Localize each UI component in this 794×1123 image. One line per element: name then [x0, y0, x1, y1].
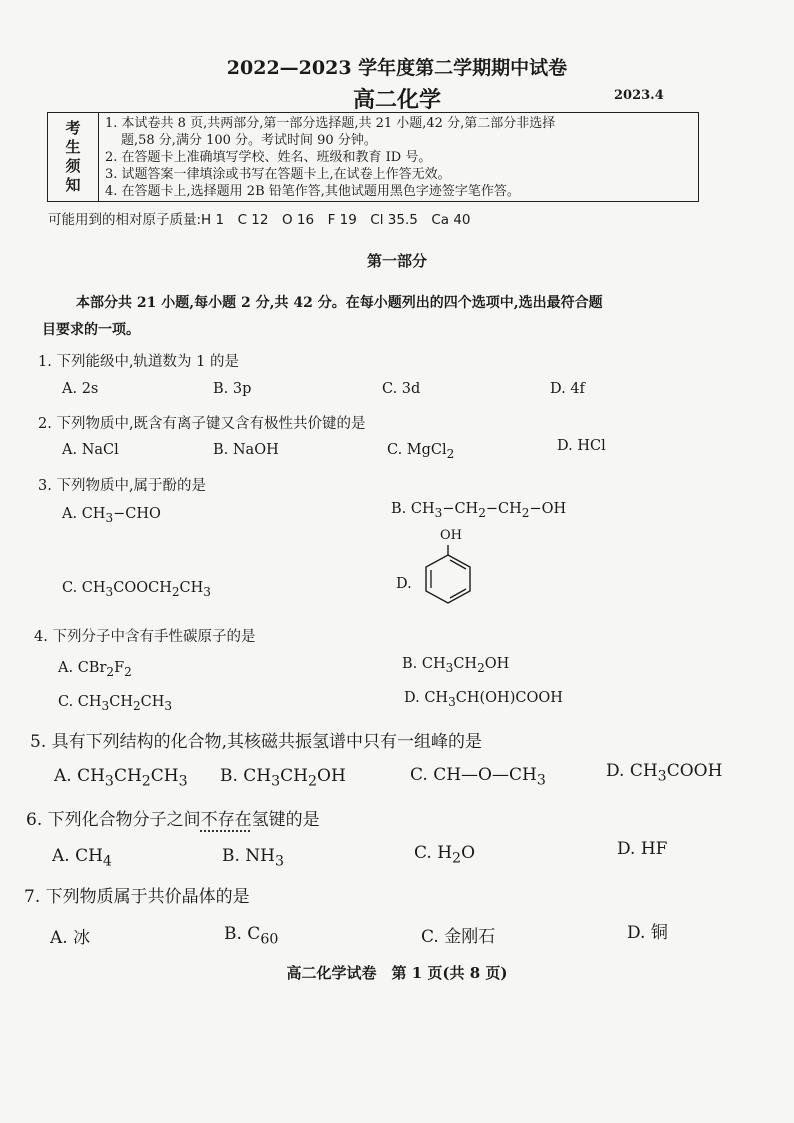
subject-title: 高二化学 [352, 87, 441, 113]
question-3-option-c: C. $CH_3COOCH_2CH_3$ [62, 580, 211, 599]
notice-body [99, 113, 698, 201]
notice-label: 考 生 须 知 [48, 113, 99, 201]
question-6-option-a: A. $CH_4$ [52, 846, 112, 870]
notice-item: 2. 在答题卡上准确填写学校、姓名、班级和教育 ID 号。 [105, 150, 432, 165]
question-2-option-a: A. NaCl [62, 442, 119, 458]
question-6-stem: 6. 下列化合物分子之间不存在氢键的是 [26, 810, 320, 830]
question-2-stem: 2. 下列物质中,既含有离子键又含有极性共价键的是 [38, 416, 366, 432]
question-6-option-c: C. $H_2O$ [414, 843, 475, 867]
question-4-option-a: A. $CBr_2F_2$ [58, 660, 132, 679]
question-7-option-c: C. 金刚石 [421, 927, 496, 947]
page-footer: 高二化学试卷 第 1 页(共 8 页) [286, 964, 508, 982]
notice-item: 题,58 分,满分 100 分。考试时间 90 分钟。 [121, 133, 377, 148]
question-2-option-c: C. MgCl$_2$ [387, 442, 455, 461]
question-4-stem: 4. 下列分子中含有手性碳原子的是 [34, 629, 256, 645]
question-2-option-b: B. NaOH [213, 442, 279, 458]
question-7-option-b: B. $C_{60}$ [224, 924, 279, 948]
question-3-stem: 3. 下列物质中,属于酚的是 [38, 478, 207, 494]
question-7-stem: 7. 下列物质属于共价晶体的是 [24, 887, 250, 907]
question-4-option-b: B. $CH_3CH_2OH$ [402, 656, 510, 675]
question-5-option-a: A. $CH_3CH_2CH_3$ [54, 766, 188, 790]
phenol-oh-label: OH [440, 528, 462, 543]
part-instruction: 本部分共 21 小题,每小题 2 分,共 42 分。在每小题列出的四个选项中,选出最符合题 [76, 295, 603, 311]
question-2-option-d: D. HCl [557, 438, 606, 454]
question-3-option-a: A. $CH_3-CHO$ [62, 506, 161, 525]
question-1-option-d: D. 4f [550, 381, 585, 397]
question-5-stem: 5. 具有下列结构的化合物,其核磁共振氢谱中只有一组峰的是 [30, 732, 483, 752]
notice-item: 1. 本试卷共 8 页,共两部分,第一部分选择题,共 21 小题,42 分,第二部分非选择 [105, 116, 556, 131]
notice-box [47, 112, 699, 202]
question-5-option-c: C. $CH—O—CH_3$ [410, 765, 546, 789]
question-6-option-d: D. HF [617, 839, 668, 859]
question-1-stem: 1. 下列能级中,轨道数为 1 的是 [38, 354, 239, 370]
question-3-option-b: B. $CH_3-CH_2-CH_2-OH$ [391, 501, 567, 520]
emphasis-text: 不存在 [200, 810, 252, 830]
question-3-option-d: D. [396, 576, 412, 592]
question-5-option-d: D. $CH_3COOH$ [606, 761, 723, 785]
exam-date: 2023.4 [614, 88, 664, 103]
atomic-masses: 可能用到的相对原子质量:H 1 C 12 O 16 F 19 Cl 35.5 Ca 40 [48, 212, 471, 228]
phenol-ring-icon [418, 545, 478, 607]
question-7-option-a: A. 冰 [50, 928, 91, 948]
part-title: 第一部分 [366, 252, 427, 270]
question-1-option-a: A. 2s [62, 381, 99, 397]
exam-title: 2022—2023 学年度第二学期期中试卷 [226, 57, 568, 79]
question-5-option-b: B. $CH_3CH_2OH$ [220, 766, 346, 790]
question-4-option-c: C. $CH_3CH_2CH_3$ [58, 694, 173, 713]
question-4-option-d: D. $CH_3CH(OH)COOH$ [404, 690, 563, 709]
question-1-option-b: B. 3p [213, 381, 252, 397]
notice-item: 3. 试题答案一律填涂或书写在答题卡上,在试卷上作答无效。 [105, 167, 451, 182]
question-7-option-d: D. 铜 [627, 923, 668, 943]
question-6-option-b: B. $NH_3$ [222, 846, 285, 870]
notice-item: 4. 在答题卡上,选择题用 2B 铅笔作答,其他试题用黑色字迹签字笔作答。 [105, 184, 520, 199]
part-instruction: 目要求的一项。 [42, 322, 140, 338]
question-1-option-c: C. 3d [382, 381, 421, 397]
